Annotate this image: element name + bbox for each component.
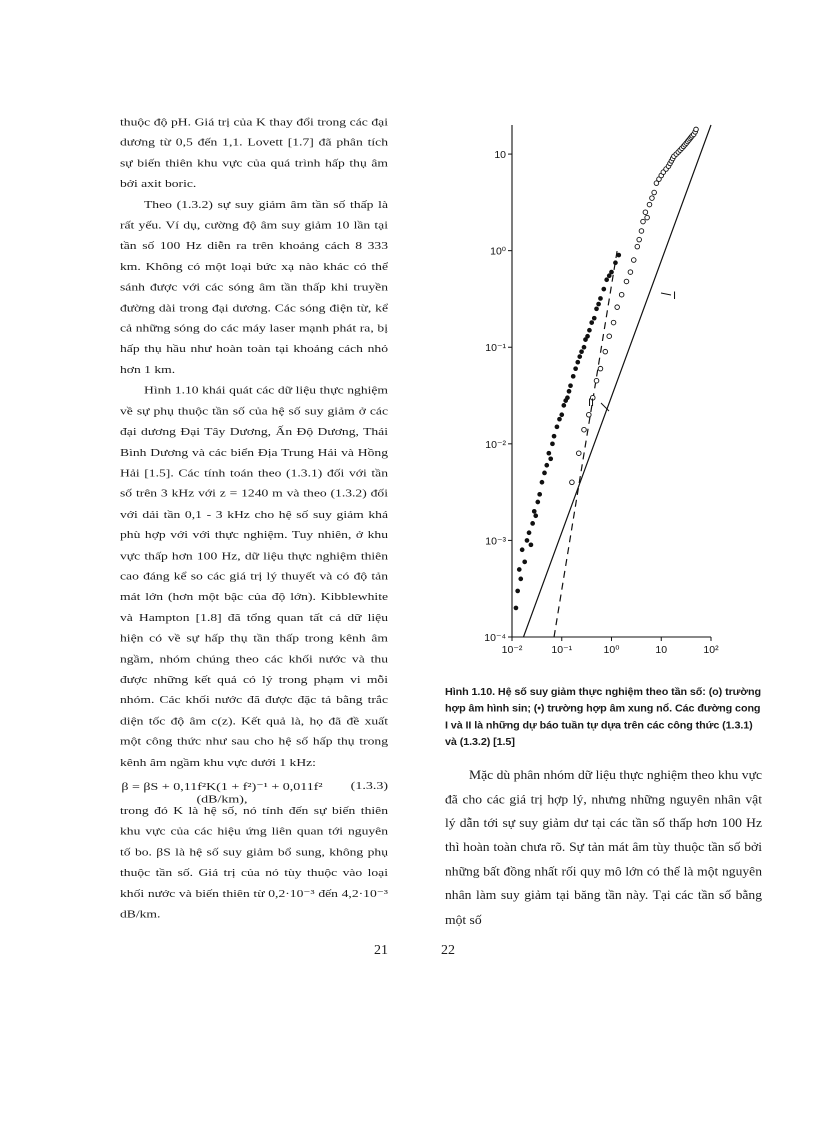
curve-label-II: II (588, 397, 595, 409)
explosive-data-point (602, 287, 606, 291)
curve-I (523, 125, 711, 637)
sine-data-point (594, 378, 599, 383)
explosive-data-point (576, 360, 580, 364)
explosive-data-point (595, 307, 599, 311)
explosive-data-point (560, 413, 564, 417)
explosive-data-point (571, 374, 575, 378)
explosive-data-point (547, 451, 551, 455)
y-tick-label: 10⁻⁴ (484, 632, 506, 644)
explosive-data-point (551, 442, 555, 446)
explosive-data-point (517, 568, 521, 572)
explosive-data-point (574, 367, 578, 371)
sine-data-point (647, 202, 652, 207)
explosive-data-point (590, 321, 594, 325)
explosive-data-point (538, 492, 542, 496)
left-page (120, 112, 388, 925)
sine-data-point (576, 451, 581, 456)
explosive-data-point (562, 403, 566, 407)
sine-data-point (603, 349, 608, 354)
x-tick-label: 10² (703, 644, 719, 656)
explosive-data-point (597, 302, 601, 306)
right-page (445, 684, 762, 932)
explosive-data-point (599, 297, 603, 301)
sine-data-point (637, 237, 642, 242)
x-tick-label: 10⁻² (501, 644, 523, 656)
sine-data-point (635, 244, 640, 249)
x-tick-label: 10⁻¹ (551, 644, 573, 656)
page-number-left: 21 (374, 943, 388, 958)
paragraph: trong đó K là hệ số, nó tính đến sự biến thiên khu vực của các hiệu ứng liên quan tới nguyên tố bo. βS là hệ số suy giảm bổ sung, không phụ thuộc tần số. Giá trị của nó tùy thuộc vào loại khối nước và biến thiên từ 0,2·10⁻³ đến 4,2·10⁻³ dB/km. (120, 804, 388, 920)
explosive-data-point (531, 522, 535, 526)
paragraph: Hình 1.10 khái quát các dữ liệu thực nghiệm về sự phụ thuộc tần số của hệ số suy giảm ở các đại dương Đại Tây Dương, Ấn Độ Dương, Thái Bình Dương và các biển Địa Trung Hải và Hồng Hải [1.5]. Các tính toán theo (1.3.1) đối với tần số trên 3 kHz với z = 1240 m và theo (1.3.2) đối với dải tần 0,1 - 3 kHz cho hệ số suy giảm khá phù hợp với với thực nghiệm. Tuy nhiên, ở khu vực thấp hơn 100 Hz, dữ liệu thực nghiệm thiên cao đáng kể so các giá trị lý thuyết và có độ tản mát lớn (hơn một bậc của độ lớn). Kibblewhite và Hampton [1.8] đã tổng quan tất cả dữ liệu hiện có về sự hấp thụ tần thấp trong kênh âm ngầm, nhóm chúng theo các khối nước và thu được những kết quả có lý trong phạm vi mỗi nhóm. Các khối nước đã được đặc tả bằng trắc diện tốc độ âm c(z). Kết quả là, họ đã đề xuất một công thức như sau cho hệ số hấp thụ trong kênh âm ngầm khu vực dưới 1 kHz: (120, 384, 388, 768)
plot-points (514, 127, 698, 610)
y-tick-label: 10⁻³ (485, 535, 506, 548)
page-number-right: 22 (441, 943, 455, 958)
equation-row (120, 777, 388, 806)
explosive-data-point (534, 514, 538, 518)
sine-data-point (615, 305, 620, 310)
y-tick-label: 10⁰ (490, 245, 506, 258)
explosive-data-point (558, 417, 562, 421)
explosive-data-point (529, 543, 533, 547)
explosive-data-point (605, 278, 609, 282)
explosive-data-point (520, 548, 524, 552)
explosive-data-point (566, 396, 570, 400)
explosive-data-point (569, 384, 573, 388)
paragraph: Mặc dù phân nhóm dữ liệu thực nghiệm theo khu vực đã cho các giá trị hợp lý, nhưng những nguyên nhân vật lý dẫn tới sự suy giảm dư tại các tần số thấp hơn 100 Hz thì hoàn toàn chưa rõ. Sự tản mát âm tùy thuộc tần số bởi những bất đồng nhất rối quy mô lớn có thể là một nguyên nhân làm suy giảm tại băng tần này. Tại các tần số bằng một số (445, 768, 762, 927)
explosive-data-point (540, 480, 544, 484)
explosive-data-point (549, 457, 553, 461)
sine-data-point (694, 127, 699, 132)
explosive-data-point (543, 471, 547, 475)
figure-1-10 (475, 115, 735, 665)
explosive-data-point (580, 350, 584, 354)
curve-label-I-leader (661, 293, 671, 295)
explosive-data-point (514, 606, 518, 610)
explosive-data-point (555, 425, 559, 429)
sine-data-point (631, 258, 636, 263)
explosive-data-point (588, 328, 592, 332)
explosive-data-point (614, 261, 618, 265)
sine-data-point (645, 215, 650, 220)
sine-data-point (624, 279, 629, 284)
sine-data-point (628, 270, 633, 275)
sine-data-point (607, 334, 612, 339)
explosive-data-point (552, 434, 556, 438)
sine-data-point (641, 219, 646, 224)
explosive-data-point (523, 560, 527, 564)
sine-data-point (643, 210, 648, 215)
paragraph: thuộc độ pH. Giá trị của K thay đổi trong các đại dương từ 0,5 đến 1,1. Lovett [1.7] đã phân tích sự biến thiên khu vực của quá trình hấp thụ âm bởi axit boric. (120, 115, 388, 190)
sine-data-point (611, 320, 616, 325)
explosive-data-point (610, 270, 614, 274)
plot-axes (512, 125, 711, 637)
equation: β = βS + 0,11f²K(1 + f²)⁻¹ + 0,011f² (dB/km), (121, 781, 323, 806)
explosive-data-point (525, 539, 529, 543)
explosive-data-point (516, 589, 520, 593)
sine-data-point (582, 427, 587, 432)
explosive-data-point (519, 577, 523, 581)
explosive-data-point (592, 316, 596, 320)
explosive-data-point (607, 274, 611, 278)
explosive-data-point (545, 463, 549, 467)
sine-data-point (650, 196, 655, 201)
explosive-data-point (586, 334, 590, 338)
x-tick-label: 10 (655, 644, 668, 656)
explosive-data-point (578, 355, 582, 359)
plot-lines (523, 125, 711, 637)
y-tick-label: 10⁻¹ (485, 342, 506, 355)
equation-number: (1.3.3) (350, 780, 388, 793)
x-tick-label: 10⁰ (603, 644, 620, 656)
explosive-data-point (532, 509, 536, 513)
y-tick-label: 10⁻² (485, 438, 506, 451)
explosive-data-point (536, 500, 540, 504)
sine-data-point (652, 190, 657, 195)
y-tick-label: 10 (494, 149, 506, 162)
explosive-data-point (567, 389, 571, 393)
explosive-data-point (617, 253, 621, 257)
explosive-data-point (527, 531, 531, 535)
figure-caption: Hình 1.10. Hệ số suy giảm thực nghiệm theo tần số: (o) trường hợp âm hình sin; (•) trường hợp âm xung nổ. Các đường cong I và II là những dự báo tuần tự dựa trên các công thức (1.3.1) và (1.3.2) [1.5] (445, 686, 761, 748)
sine-data-point (570, 480, 575, 485)
sine-data-point (619, 292, 624, 297)
curve-label-I: I (673, 290, 677, 302)
sine-data-point (639, 229, 644, 234)
sine-data-point (598, 366, 603, 371)
explosive-data-point (582, 345, 586, 349)
curve-II (554, 251, 617, 637)
paragraph: Theo (1.3.2) sự suy giảm âm tần số thấp là rất yếu. Ví dụ, cường độ âm suy giảm 10 lần tại tần số 100 Hz diễn ra trên khoảng cách 8 333 km. Không có một loại bức xạ nào khác có thể sánh được với các sóng âm tần thấp khi truyền đường dài trong đại dương. Các sóng điện từ, kể cả những sóng do các máy laser mạnh phát ra, bị hấp thụ hầu như hoàn toàn tại khoảng cách nhỏ hơn 1 km. (120, 198, 388, 376)
sine-data-point (587, 412, 592, 417)
